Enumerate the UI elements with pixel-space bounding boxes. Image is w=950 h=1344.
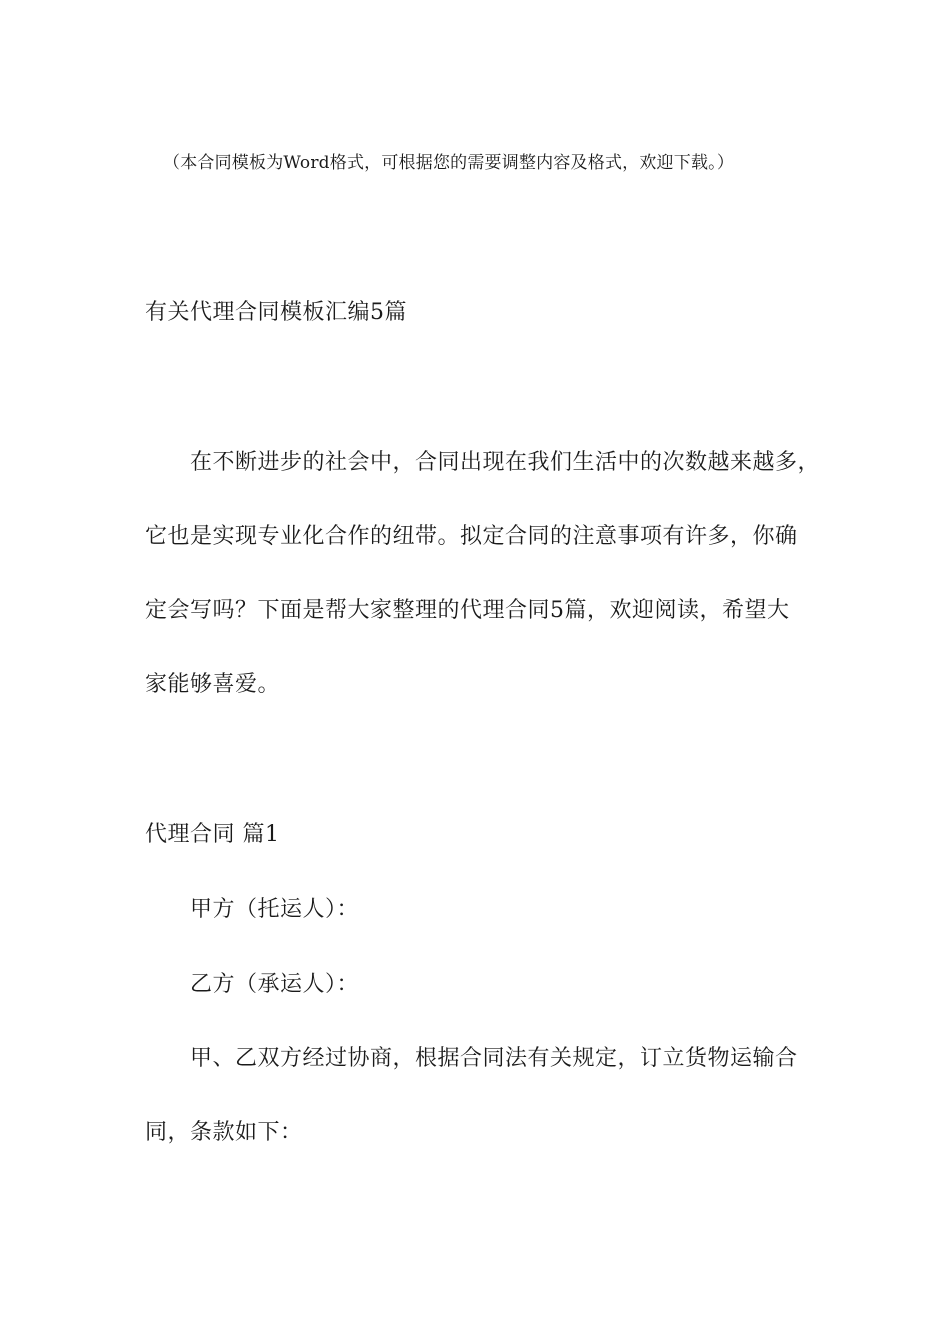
intro-paragraph-line: 定会写吗？下面是帮大家整理的代理合同5篇，欢迎阅读，希望大 — [145, 598, 790, 623]
contract-body-line: 甲、乙双方经过协商，根据合同法有关规定，订立货物运输合 — [190, 1046, 798, 1071]
intro-paragraph-line: 家能够喜爱。 — [145, 672, 281, 697]
intro-paragraph-line: 在不断进步的社会中，合同出现在我们生活中的次数越来越多， — [190, 450, 821, 475]
party-a-line: 甲方（托运人）： — [190, 897, 360, 922]
party-b-line: 乙方（承运人）： — [190, 972, 360, 997]
intro-paragraph-line: 它也是实现专业化合作的纽带。拟定合同的注意事项有许多，你确 — [145, 524, 798, 549]
section-heading: 代理合同 篇1 — [145, 822, 280, 847]
contract-body-line: 同，条款如下： — [145, 1120, 303, 1145]
document-title: 有关代理合同模板汇编5篇 — [145, 300, 407, 325]
template-note: （本合同模板为Word格式，可根据您的需要调整内容及格式，欢迎下载。） — [163, 153, 735, 173]
